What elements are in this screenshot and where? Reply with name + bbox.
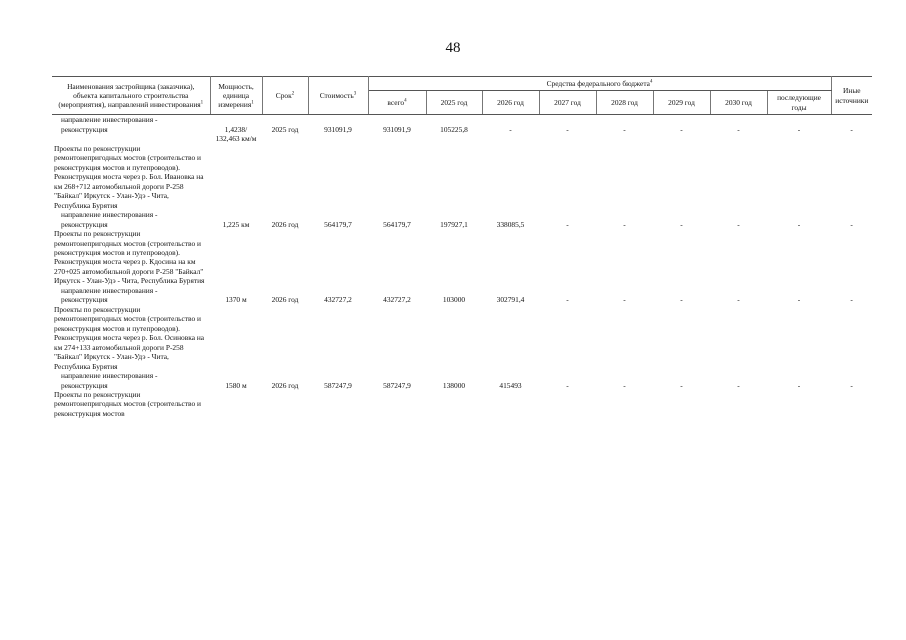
- cell-cost: 931091,9: [324, 124, 352, 134]
- empty-cell: [653, 144, 710, 210]
- empty-cell: [767, 390, 831, 418]
- empty-cell: [308, 390, 368, 418]
- empty-cell: [831, 286, 872, 295]
- cell-y2027: -: [566, 219, 569, 229]
- table-header: [52, 77, 872, 115]
- empty-cell: [767, 144, 831, 210]
- empty-cell: [767, 229, 831, 286]
- row-name: Проекты по реконструкции ремонтонепригодных мостов (строительство и реконструкция мостов и путепроводов). Реконструкция моста через р. Бол. Ивановка на км 268+712 автомобильной дороги Р-258 "Байкал" Иркутск - Улан-Удэ - Чита, Республика Бурятия: [54, 143, 204, 210]
- cell-y2027: -: [566, 124, 569, 134]
- empty-cell: [482, 229, 539, 286]
- row-name: направление инвестирования -: [61, 285, 158, 295]
- cell-other: -: [850, 124, 853, 134]
- cell-term: 2026 год: [271, 295, 299, 305]
- empty-cell: [426, 115, 482, 125]
- cell-later: -: [797, 219, 801, 229]
- empty-cell: [653, 286, 710, 295]
- row-name: направление инвестирования -: [61, 371, 158, 381]
- row-name: направление инвестирования -: [61, 210, 158, 220]
- header-2028: 2028 год: [596, 91, 653, 115]
- header-2025: 2025 год: [426, 91, 482, 115]
- empty-cell: [482, 210, 539, 219]
- empty-cell: [539, 229, 596, 286]
- empty-cell: [262, 390, 308, 418]
- empty-cell: [653, 305, 710, 371]
- empty-cell: [710, 305, 767, 371]
- row-name: реконструкция: [61, 124, 108, 134]
- header-term: Срок$^2$: [262, 77, 308, 115]
- cell-capacity: 1,4238/ 132,463 км/м: [215, 124, 257, 144]
- cell-other: -: [850, 380, 853, 390]
- cell-y2026: -: [509, 124, 512, 134]
- cell-y2030: -: [737, 380, 740, 390]
- empty-cell: [653, 115, 710, 125]
- empty-cell: [596, 229, 653, 286]
- row-name: направление инвестирования -: [61, 115, 158, 125]
- empty-cell: [710, 286, 767, 295]
- empty-cell: [653, 210, 710, 219]
- cell-total: 564179,7: [383, 219, 411, 229]
- table-row: [52, 390, 872, 418]
- empty-cell: [710, 144, 767, 210]
- table-row: [52, 229, 872, 286]
- empty-cell: [426, 286, 482, 295]
- empty-cell: [368, 229, 426, 286]
- cell-y2028: -: [623, 380, 626, 390]
- empty-cell: [210, 286, 262, 295]
- empty-cell: [482, 390, 539, 418]
- cell-capacity: 1,225 км: [222, 219, 250, 229]
- empty-cell: [426, 390, 482, 418]
- empty-cell: [539, 390, 596, 418]
- empty-cell: [262, 286, 308, 295]
- empty-cell: [262, 305, 308, 371]
- empty-cell: [767, 210, 831, 219]
- empty-cell: [210, 305, 262, 371]
- empty-cell: [767, 115, 831, 125]
- row-name: реконструкция: [61, 295, 108, 305]
- empty-cell: [262, 229, 308, 286]
- header-total: всего$^4$: [368, 91, 426, 115]
- empty-cell: [831, 210, 872, 219]
- cell-y2028: -: [623, 124, 626, 134]
- empty-cell: [767, 371, 831, 380]
- empty-cell: [308, 144, 368, 210]
- empty-cell: [482, 305, 539, 371]
- cell-total: 587247,9: [383, 380, 411, 390]
- table-row: [52, 305, 872, 371]
- cell-y2026: 338085,5: [496, 219, 525, 229]
- empty-cell: [426, 229, 482, 286]
- cell-cost: 564179,7: [324, 219, 352, 229]
- cell-other: -: [850, 295, 853, 305]
- cell-y2026: 302791,4: [496, 295, 525, 305]
- empty-cell: [426, 371, 482, 380]
- empty-cell: [262, 144, 308, 210]
- cell-y2025: 197927,1: [440, 219, 468, 229]
- row-name: Проекты по реконструкции ремонтонепригодных мостов (строительство и реконструкция мостов и путепроводов). Реконструкция моста через р. Кдосина на км 270+025 автомобильной дороги Р-258 "Байкал" Иркутск - Улан-Удэ - Чита, Республика Бурятия: [54, 229, 205, 286]
- empty-cell: [653, 229, 710, 286]
- table-row: [52, 371, 872, 380]
- empty-cell: [653, 390, 710, 418]
- header-2026: 2026 год: [482, 91, 539, 115]
- cell-other: -: [850, 219, 853, 229]
- empty-cell: [308, 305, 368, 371]
- empty-cell: [539, 115, 596, 125]
- empty-cell: [368, 371, 426, 380]
- table-row: [52, 295, 872, 304]
- empty-cell: [710, 229, 767, 286]
- empty-cell: [426, 305, 482, 371]
- empty-cell: [368, 390, 426, 418]
- empty-cell: [831, 229, 872, 286]
- header-other-sources: Иные источники: [831, 77, 872, 115]
- empty-cell: [539, 305, 596, 371]
- header-2027: 2027 год: [539, 91, 596, 115]
- cell-cost: 432727,2: [324, 295, 352, 305]
- table-row: [52, 381, 872, 390]
- empty-cell: [482, 286, 539, 295]
- cell-term: 2025 год: [271, 124, 299, 134]
- cell-capacity: 1370 м: [225, 295, 247, 305]
- cell-y2025: 105225,8: [440, 124, 468, 134]
- header-2029: 2029 год: [653, 91, 710, 115]
- empty-cell: [482, 371, 539, 380]
- empty-cell: [767, 305, 831, 371]
- empty-cell: [368, 144, 426, 210]
- empty-cell: [710, 210, 767, 219]
- empty-cell: [539, 286, 596, 295]
- cell-term: 2026 год: [271, 380, 299, 390]
- empty-cell: [262, 210, 308, 219]
- cell-y2025: 103000: [442, 295, 466, 305]
- header-cost: Стоимость$^3$: [308, 77, 368, 115]
- empty-cell: [831, 305, 872, 371]
- row-name: Проекты по реконструкции ремонтонепригодных мостов (строительство и реконструкция мостов: [54, 390, 201, 418]
- cell-y2027: -: [566, 295, 569, 305]
- empty-cell: [831, 390, 872, 418]
- empty-cell: [210, 229, 262, 286]
- empty-cell: [710, 371, 767, 380]
- empty-cell: [368, 286, 426, 295]
- empty-cell: [210, 210, 262, 219]
- table-row: [52, 210, 872, 219]
- empty-cell: [262, 115, 308, 125]
- table-row: [52, 220, 872, 229]
- empty-cell: [210, 115, 262, 125]
- empty-cell: [308, 115, 368, 125]
- cell-y2029: -: [680, 380, 683, 390]
- cell-total: 432727,2: [383, 295, 411, 305]
- cell-total: 931091,9: [383, 124, 411, 134]
- empty-cell: [710, 390, 767, 418]
- empty-cell: [596, 144, 653, 210]
- empty-cell: [368, 115, 426, 125]
- row-name: реконструкция: [61, 219, 108, 229]
- cell-later: -: [797, 295, 801, 305]
- row-name: Проекты по реконструкции ремонтонепригодных мостов (строительство и реконструкция мостов и путепроводов). Реконструкция моста через р. Бол. Осиновка на км 274+133 автомобильной дороги Р-258 "Байкал" Иркутск - Улан-Удэ - Чита, Республика Бурятия: [54, 304, 205, 371]
- header-federal-budget: Средства федерального бюджета$^4$: [368, 77, 831, 91]
- empty-cell: [596, 305, 653, 371]
- empty-cell: [368, 305, 426, 371]
- cell-later: -: [797, 124, 801, 134]
- empty-cell: [210, 371, 262, 380]
- empty-cell: [426, 210, 482, 219]
- empty-cell: [308, 286, 368, 295]
- empty-cell: [831, 371, 872, 380]
- empty-cell: [596, 390, 653, 418]
- table-row: [52, 144, 872, 210]
- header-later-years: последующие годы: [767, 91, 831, 115]
- cell-y2029: -: [680, 219, 683, 229]
- investment-table: [52, 76, 872, 418]
- cell-y2028: -: [623, 219, 626, 229]
- empty-cell: [596, 210, 653, 219]
- table-body: [52, 115, 872, 419]
- empty-cell: [368, 210, 426, 219]
- empty-cell: [482, 144, 539, 210]
- empty-cell: [831, 115, 872, 125]
- empty-cell: [596, 115, 653, 125]
- cell-y2030: -: [737, 124, 740, 134]
- header-capacity: Мощность, единица измерения$^1$: [210, 77, 262, 115]
- cell-term: 2026 год: [271, 219, 299, 229]
- cell-cost: 587247,9: [324, 380, 352, 390]
- empty-cell: [539, 371, 596, 380]
- empty-cell: [210, 390, 262, 418]
- empty-cell: [308, 210, 368, 219]
- empty-cell: [596, 286, 653, 295]
- cell-y2025: 138000: [442, 380, 466, 390]
- empty-cell: [482, 115, 539, 125]
- empty-cell: [308, 371, 368, 380]
- cell-y2028: -: [623, 295, 626, 305]
- empty-cell: [831, 144, 872, 210]
- empty-cell: [596, 371, 653, 380]
- empty-cell: [539, 210, 596, 219]
- cell-y2027: -: [566, 380, 569, 390]
- table-row: [52, 115, 872, 125]
- empty-cell: [210, 144, 262, 210]
- header-name: Наименования застройщика (заказчика), объекта капитального строительства (мероприятия), направлений инвестирования$^1$: [52, 77, 210, 115]
- empty-cell: [262, 371, 308, 380]
- empty-cell: [308, 229, 368, 286]
- empty-cell: [710, 115, 767, 125]
- empty-cell: [653, 371, 710, 380]
- empty-cell: [539, 144, 596, 210]
- cell-y2030: -: [737, 295, 740, 305]
- empty-cell: [767, 286, 831, 295]
- cell-y2026: 415493: [499, 380, 522, 390]
- empty-cell: [426, 144, 482, 210]
- table-row: [52, 125, 872, 144]
- page-number: 48: [445, 40, 461, 56]
- cell-y2030: -: [737, 219, 740, 229]
- cell-capacity: 1580 м: [225, 380, 247, 390]
- table-row: [52, 286, 872, 295]
- cell-y2029: -: [680, 295, 683, 305]
- cell-later: -: [797, 380, 801, 390]
- row-name: реконструкция: [61, 380, 108, 390]
- cell-y2029: -: [680, 124, 683, 134]
- header-2030: 2030 год: [710, 91, 767, 115]
